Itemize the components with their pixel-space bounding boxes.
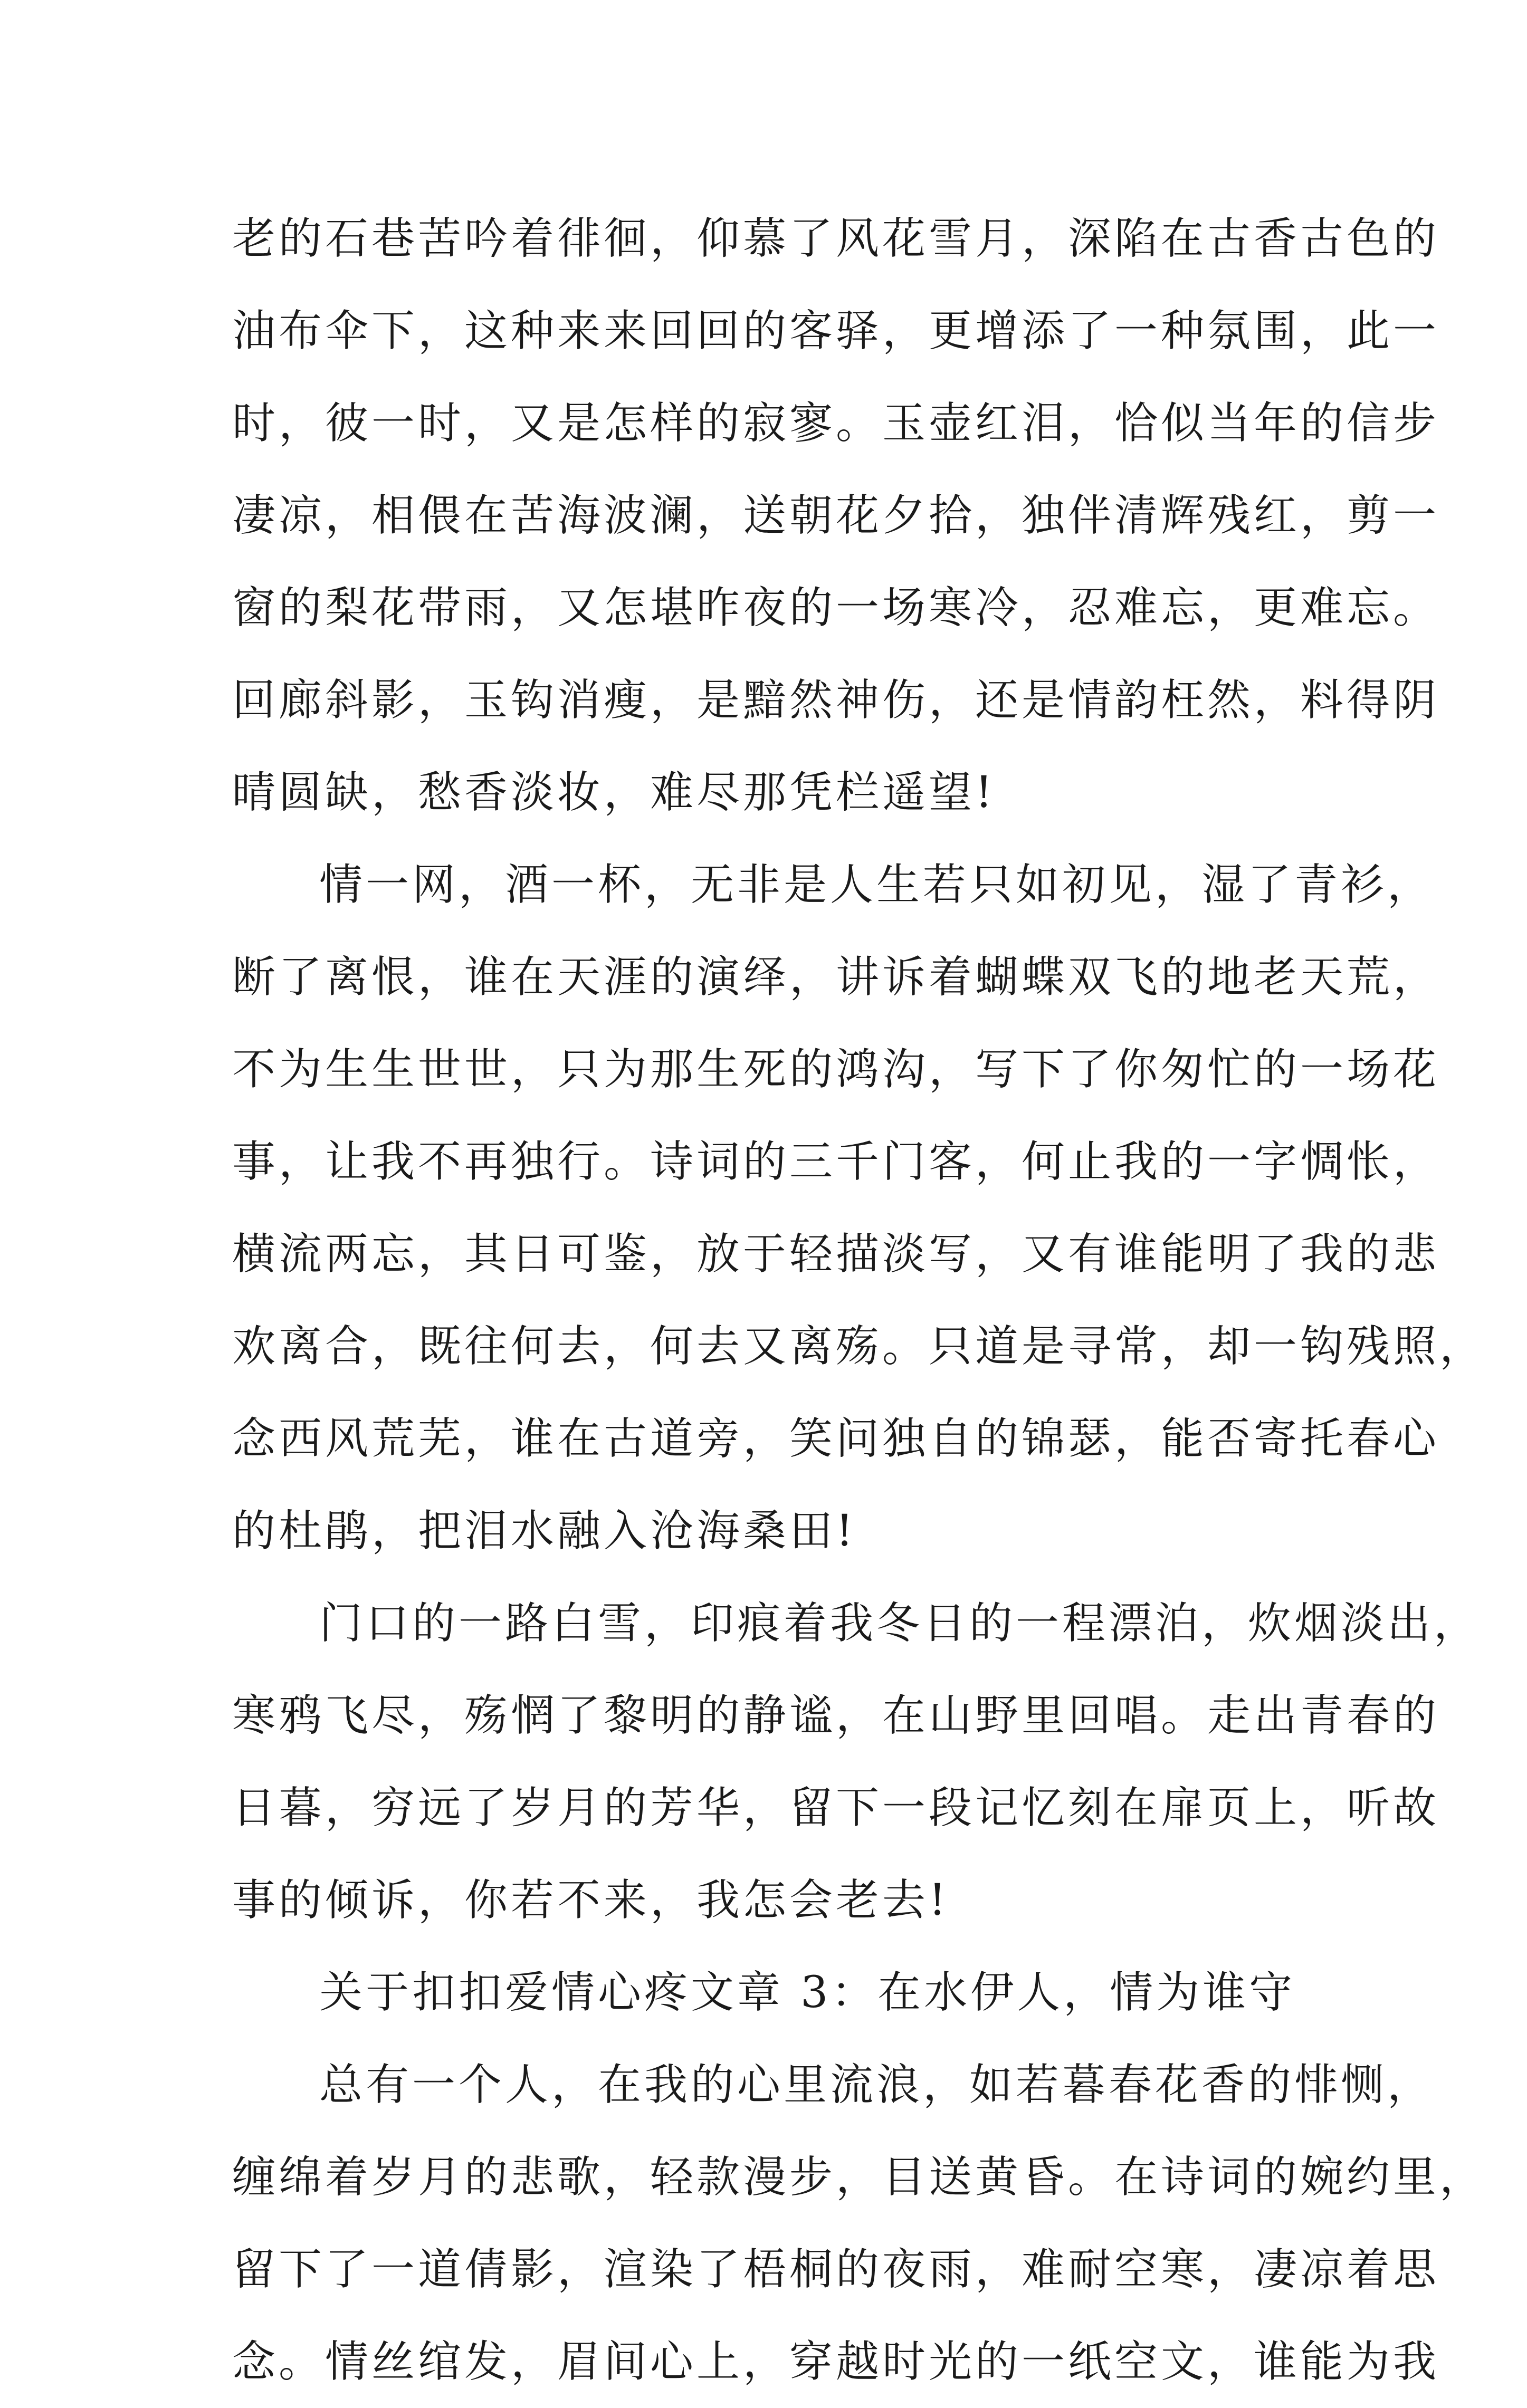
text-line: 回廊斜影，玉钩消瘦，是黯然神伤，还是情韵枉然，料得阴 bbox=[232, 675, 1440, 725]
paragraph-first-line: 总有一个人，在我的心里流浪，如若暮春花香的悱恻， bbox=[319, 2060, 1434, 2110]
text-line: 的杜鹃，把泪水融入沧海桑田! bbox=[232, 1506, 856, 1556]
text-line: 留下了一道倩影，渲染了梧桐的夜雨，难耐空寒，凄凉着思 bbox=[232, 2244, 1440, 2295]
text-line: 晴圆缺，愁香淡妆，难尽那凭栏遥望! bbox=[232, 768, 996, 818]
text-line: 欢离合，既往何去，何去又离殇。只道是寻常，却一钩残照， bbox=[232, 1321, 1486, 1371]
text-line: 事的倾诉，你若不来，我怎会老去! bbox=[232, 1875, 949, 1925]
text-line: 断了离恨，谁在天涯的演绎，讲诉着蝴蝶双飞的地老天荒， bbox=[232, 952, 1440, 1002]
text-line: 寒鸦飞尽，殇惘了黎明的静谧，在山野里回唱。走出青春的 bbox=[232, 1691, 1440, 1741]
paragraph-first-line: 关于扣扣爱情心疼文章 3：在水伊人，情为谁守 bbox=[319, 1968, 1296, 2018]
text-line: 老的石巷苦吟着徘徊，仰慕了风花雪月，深陷在古香古色的 bbox=[232, 214, 1440, 264]
text-line: 油布伞下，这种来来回回的客驿，更增添了一种氛围，此一 bbox=[232, 306, 1440, 356]
text-line: 日暮，穷远了岁月的芳华，留下一段记忆刻在扉页上，听故 bbox=[232, 1783, 1440, 1833]
text-line: 横流两忘，其日可鉴，放于轻描淡写，又有谁能明了我的悲 bbox=[232, 1229, 1440, 1279]
paragraph-first-line: 门口的一路白雪，印痕着我冬日的一程漂泊，炊烟淡出， bbox=[319, 1598, 1481, 1648]
paragraph-first-line: 情一网，酒一杯，无非是人生若只如初见，湿了青衫， bbox=[319, 860, 1434, 910]
text-line: 不为生生世世，只为那生死的鸿沟，写下了你匆忙的一场花 bbox=[232, 1044, 1440, 1095]
text-line: 缠绵着岁月的悲歌，轻款漫步，目送黄昏。在诗词的婉约里， bbox=[232, 2152, 1486, 2202]
text-line: 念。情丝绾发，眉间心上，穿越时光的一纸空文，谁能为我 bbox=[232, 2337, 1440, 2387]
text-line: 念西风荒芜，谁在古道旁，笑问独自的锦瑟，能否寄托春心 bbox=[232, 1414, 1440, 1464]
text-line: 时，彼一时，又是怎样的寂寥。玉壶红泪，恰似当年的信步 bbox=[232, 398, 1440, 448]
body-text bbox=[232, 193, 1486, 2408]
text-line: 事，让我不再独行。诗词的三千门客，何止我的一字惆怅， bbox=[232, 1137, 1440, 1187]
text-line: 窗的梨花带雨，又怎堪昨夜的一场寒冷，忍难忘，更难忘。 bbox=[232, 583, 1440, 633]
text-line: 凄凉，相偎在苦海波澜，送朝花夕拾，独伴清辉残红，剪一 bbox=[232, 491, 1440, 541]
